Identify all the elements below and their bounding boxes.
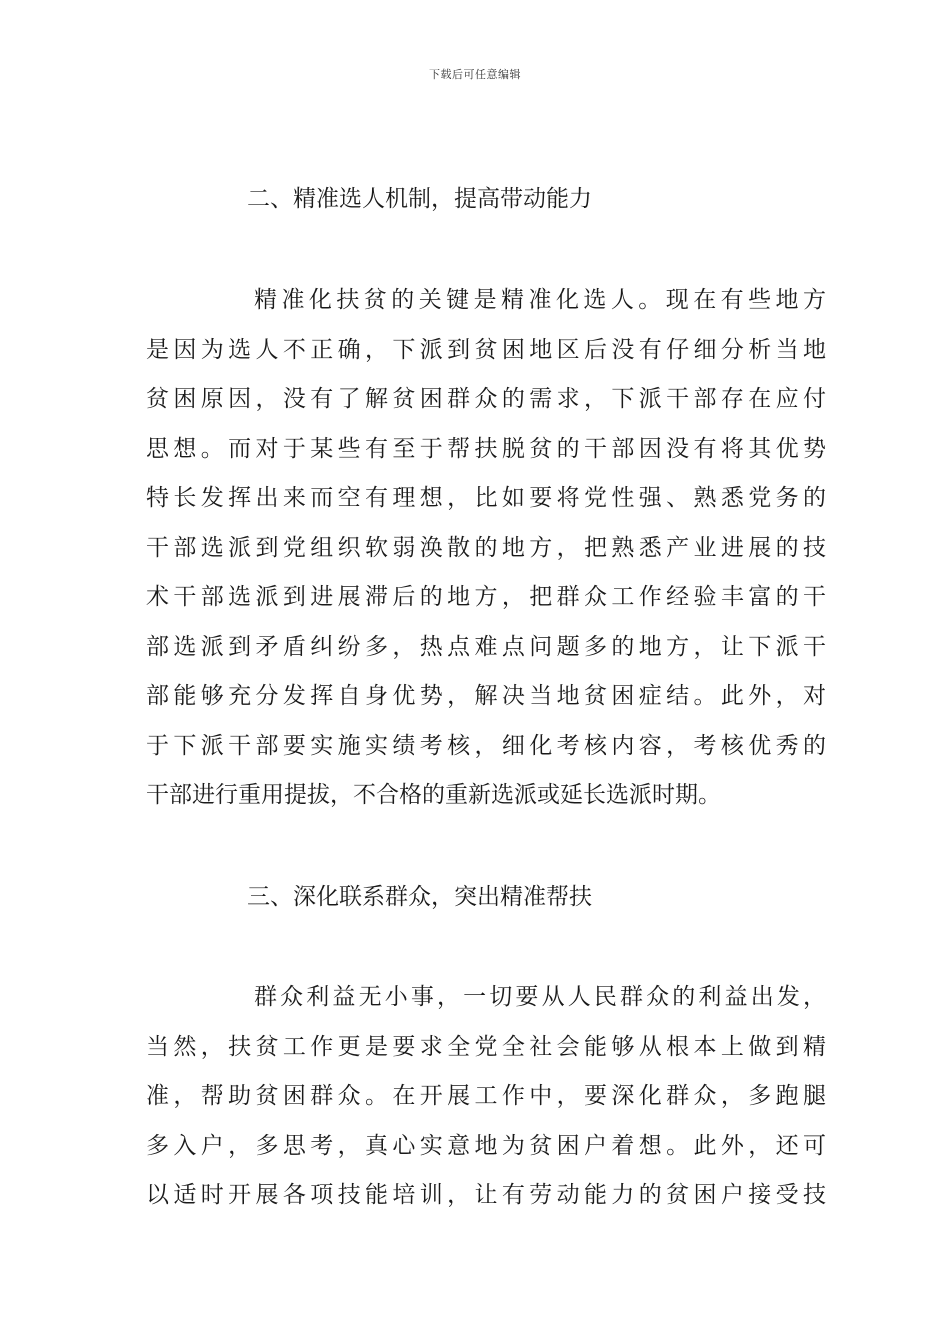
paragraph-line: 部选派到矛盾纠纷多，热点难点问题多的地方，让下派干: [146, 633, 826, 660]
section-3-heading: 三、深化联系群众，突出精准帮扶: [247, 884, 592, 910]
paragraph-line: 贫困原因，没有了解贫困群众的需求，下派干部存在应付: [146, 386, 826, 412]
paragraph-line: 思想。而对于某些有至于帮扶脱贫的干部因没有将其优势: [146, 435, 826, 462]
paragraph-line: 当然，扶贫工作更是要求全党全社会能够从根本上做到精: [146, 1033, 826, 1060]
section-2-paragraph: [146, 276, 826, 821]
paragraph-line: 精准化扶贫的关键是精准化选人。现在有些地方: [254, 287, 826, 313]
page-header-note: 下载后可任意编辑: [429, 68, 521, 81]
paragraph-line: 术干部选派到进展滞后的地方，把群众工作经验丰富的干: [146, 584, 826, 610]
paragraph-line: 群众利益无小事，一切要从人民群众的利益出发，: [254, 984, 826, 1010]
paragraph-line: 是因为选人不正确，下派到贫困地区后没有仔细分析当地: [146, 336, 826, 363]
paragraph-line: 干部进行重用提拔，不合格的重新选派或延长选派时期。: [146, 782, 721, 808]
section-2-heading: 二、精准选人机制，提高带动能力: [247, 186, 592, 212]
paragraph-line: 以适时开展各项技能培训，让有劳动能力的贫困户接受技: [146, 1182, 826, 1208]
paragraph-line: 准，帮助贫困群众。在开展工作中，要深化群众，多跑腿: [146, 1083, 826, 1109]
paragraph-line: 干部选派到党组织软弱涣散的地方，把熟悉产业进展的技: [146, 534, 826, 561]
section-3-paragraph: [146, 973, 826, 1221]
paragraph-line: 部能够充分发挥自身优势，解决当地贫困症结。此外，对: [146, 683, 826, 709]
paragraph-line: 于下派干部要实施实绩考核，细化考核内容，考核优秀的: [146, 732, 826, 759]
paragraph-line: 多入户，多思考，真心实意地为贫困户着想。此外，还可: [146, 1132, 826, 1159]
paragraph-line: 特长发挥出来而空有理想，比如要将党性强、熟悉党务的: [146, 485, 826, 511]
